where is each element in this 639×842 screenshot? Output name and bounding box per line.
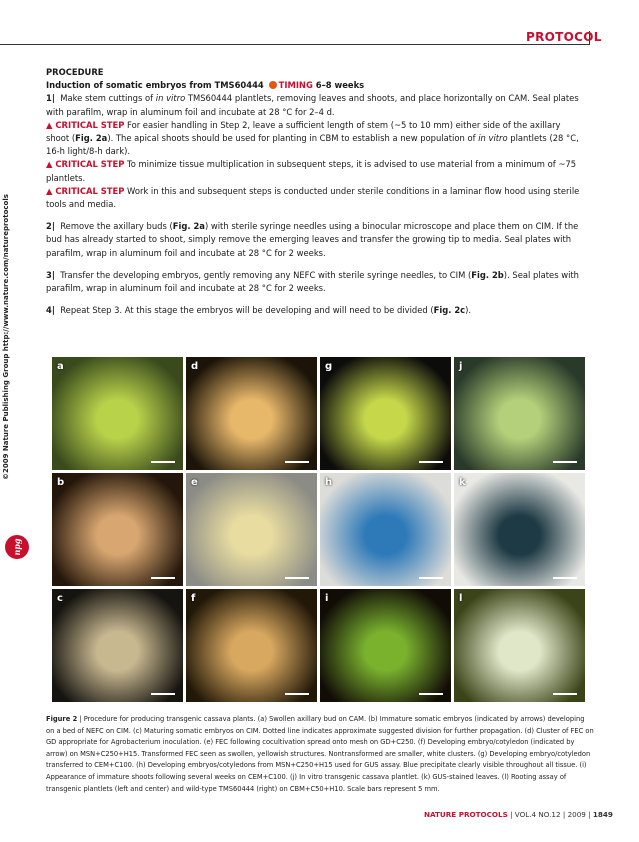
figure-panel-e [186, 473, 317, 586]
procedure-heading: PROCEDURE [46, 67, 104, 77]
step-2: 2| Remove the axillary buds (Fig. 2a) with sterile syringe needles using a binocular microscope and place them on CIM. If the bud has already started to shoot, simply remove the emerging leaves and transfer the growing tip to media. Seal plates with parafilm, wrap in aluminum foil and incubate at 28 °C for 2 weeks. [46, 221, 579, 258]
critical-step-1: ▲ CRITICAL STEP For easier handling in Step 2, leave a sufficient length of stem (~5 to 10 mm) either side of the axillary shoot (Fig. 2a). The apical shoots should be used for planting in CBM to establish a new population of in vitro plantlets (28 °C, 16-h light/8-h dark). [46, 119, 579, 157]
critical-step-label: ▲ CRITICAL STEP [46, 185, 125, 196]
critical-step-3: ▲ CRITICAL STEP Work in this and subsequent steps is conducted under sterile conditions in a laminar flow hood using sterile tools and media. [46, 185, 580, 210]
figure-caption [46, 714, 594, 795]
step-number: 2| [46, 221, 55, 232]
header-rule [0, 44, 589, 45]
scale-bar [285, 693, 309, 695]
figure-panel-a [52, 357, 183, 470]
timing-label: TIMING [278, 80, 313, 91]
figure-panel-l [454, 589, 585, 702]
scale-bar [285, 577, 309, 579]
panel-label: d [191, 361, 199, 372]
scale-bar [151, 693, 175, 695]
timing-value: 6–8 weeks [315, 80, 365, 91]
year: 2009 [567, 810, 586, 819]
figure-ref-link[interactable]: Fig. 2a [75, 133, 108, 144]
section-label: PROTOCOL [526, 30, 602, 44]
figure-panel-f [186, 589, 317, 702]
caption-text: | Procedure for producing transgenic cassava plants. (a) Swollen axillary bud on CAM. (b) Immature somatic embryos (indicated by arrows) developing on a bed of NEFC on CIM. (c) Maturing somatic embryos on CIM. Dotted line indicates approximate suggested division for further propagation. (d) Cluster of FEC on GD appropriate for Agrobacterium inoculation. (e) FEC following cocultivation spread onto mesh on GD+C250. (f) Developing embryo/cotyledon (indicated by arrow) on MSN+C250+H15. Transformed FEC seen as swollen, yellowish structures. Nontransformed are smaller, white clusters. (g) Developing embryo/cotyledon transferred to CEM+C100. (h) Developing embryos/cotyledons from MSN+C250+H15 used for GUS assay. Blue precipitate clearly visible throughout all tissue. (i) Appearance of immature shoots following several weeks on CEM+C100. (j) In vitro transgenic cassava plantlet. (k) GUS-stained leaves. (l) Rooting assay of transgenic plantlets (left and center) and wild-type TMS60444 (right) on CBM+C50+H10. Scale bars represent 5 mm. [46, 715, 594, 793]
journal-name: NATURE PROTOCOLS [424, 810, 508, 819]
panel-label: c [57, 593, 63, 604]
figure-ref-link[interactable]: Fig. 2b [471, 269, 504, 280]
page-footer: NATURE PROTOCOLS | VOL.4 NO.12 | 2009 | 1849 [424, 810, 613, 819]
panel-label: b [57, 477, 65, 488]
step-number: 3| [46, 269, 55, 280]
critical-step-label: ▲ CRITICAL STEP [46, 159, 125, 170]
figure-panel-i [320, 589, 451, 702]
step-1: 1| Make stem cuttings of in vitro TMS60444 plantlets, removing leaves and shoots, and place horizontally on CAM. Seal plates with parafilm, wrap in aluminum foil and incubate at 28 °C for 2–4 d. [46, 93, 579, 117]
page-number: 1849 [592, 810, 613, 819]
panel-label: k [459, 477, 466, 488]
section-heading [46, 79, 586, 92]
volume-issue: VOL.4 NO.12 [514, 810, 561, 819]
figure-panel-c [52, 589, 183, 702]
panel-label: i [325, 593, 329, 604]
npg-logo: npg [5, 535, 29, 559]
panel-label: g [325, 361, 333, 372]
scale-bar [419, 461, 443, 463]
critical-step-2: ▲ CRITICAL STEP To minimize tissue multiplication in subsequent steps, it is advised to use material from a minimum of ~75 plantlets. [46, 159, 577, 183]
caption-label: Figure 2 [46, 715, 78, 723]
scale-bar [419, 693, 443, 695]
scale-bar [553, 461, 577, 463]
section-title: Induction of somatic embryos from TMS60444 [46, 80, 264, 91]
figure-panel-j [454, 357, 585, 470]
panel-label: h [325, 477, 333, 488]
panel-label: j [459, 361, 463, 372]
figure-panel-g [320, 357, 451, 470]
step-3: 3| Transfer the developing embryos, gently removing any NEFC with sterile syringe needles, to CIM (Fig. 2b). Seal plates with parafilm, wrap in aluminum foil and incubate at 28 °C for 2 weeks. [46, 269, 579, 294]
scale-bar [285, 461, 309, 463]
figure-ref-link[interactable]: Fig. 2a [172, 221, 205, 232]
timing-icon [269, 81, 277, 89]
scale-bar [151, 461, 175, 463]
figure-panel-b [52, 473, 183, 586]
step-number: 4| [46, 305, 55, 316]
panel-label: l [459, 593, 463, 604]
scale-bar [553, 577, 577, 579]
figure-panel-d [186, 357, 317, 470]
step-4: 4| Repeat Step 3. At this stage the embryos will be developing and will need to be divided (Fig. 2c). [46, 305, 472, 316]
figure-panel-h [320, 473, 451, 586]
procedure-body [46, 66, 586, 317]
critical-step-label: ▲ CRITICAL STEP [46, 119, 125, 130]
scale-bar [553, 693, 577, 695]
step-number: 1| [46, 93, 55, 104]
panel-label: e [191, 477, 198, 488]
figure-2-grid [52, 357, 585, 703]
figure-ref-link[interactable]: Fig. 2c [433, 305, 466, 316]
scale-bar [419, 577, 443, 579]
copyright-sidebar: ©2009 Nature Publishing Group http://www.nature.com/natureprotocols [2, 194, 10, 480]
scale-bar [151, 577, 175, 579]
figure-panel-k [454, 473, 585, 586]
panel-label: a [57, 361, 64, 372]
panel-label: f [191, 593, 196, 604]
